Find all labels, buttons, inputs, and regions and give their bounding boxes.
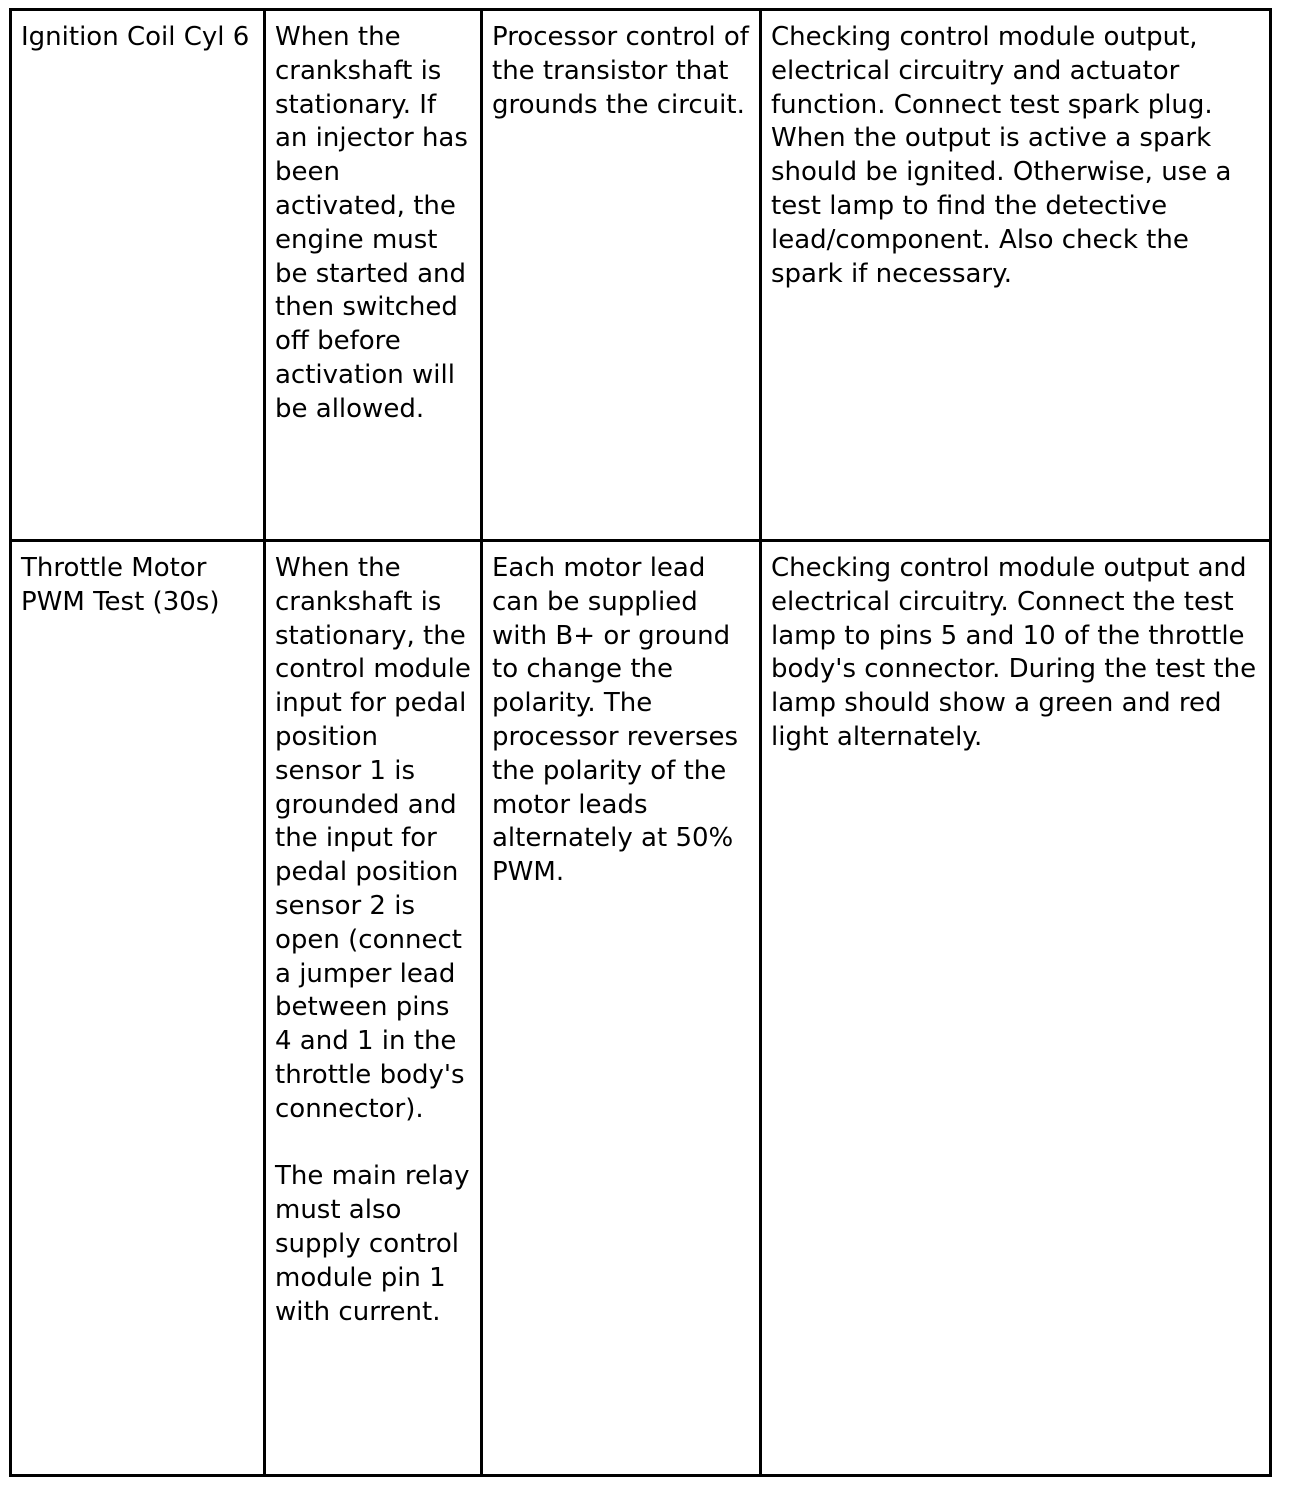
component-name: Throttle Motor PWM Test (30s) (21, 553, 220, 617)
test-conditions-note: The main relay must also supply control module pin 1 with current. (275, 1161, 470, 1327)
test-conditions: When the crankshaft is stationary. If an injector has been activated, the engine must be started and then switched off before activation will be allowed. (275, 22, 468, 424)
table-row-throttle-motor (11, 541, 1271, 1476)
cell-conditions (265, 10, 482, 541)
diagnostic-test-table (9, 8, 1272, 1477)
test-function: Each motor lead can be supplied with B+ or ground to change the polarity. The processor reverses the polarity of the motor leads alternately at 50% PWM. (492, 553, 739, 888)
cell-check (761, 541, 1271, 1476)
component-name: Ignition Coil Cyl 6 (21, 22, 250, 52)
cell-check (761, 10, 1271, 541)
test-conditions: When the crankshaft is stationary, the control module input for pedal position sensor 1 is grounded and the input for pedal position sensor 2 is open (connect a jumper lead between pins 4 and 1 in the throttle body's connector). (275, 553, 471, 1124)
check-procedure: Checking control module output, electrical circuitry and actuator function. Connect test spark plug. When the output is active a spark should be ignited. Otherwise, use a test lamp to find the detective lead/component. Also check the spark if necessary. (771, 22, 1232, 289)
cell-conditions (265, 541, 482, 1476)
test-function: Processor control of the transistor that grounds the circuit. (492, 22, 749, 120)
table-row-ignition-coil (11, 10, 1271, 541)
cell-component (11, 10, 265, 541)
cell-function (482, 10, 761, 541)
check-procedure: Checking control module output and electrical circuitry. Connect the test lamp to pins 5 and 10 of the throttle body's connector. During the test the lamp should show a green and red light alternately. (771, 553, 1257, 752)
cell-function (482, 541, 761, 1476)
cell-component (11, 541, 265, 1476)
